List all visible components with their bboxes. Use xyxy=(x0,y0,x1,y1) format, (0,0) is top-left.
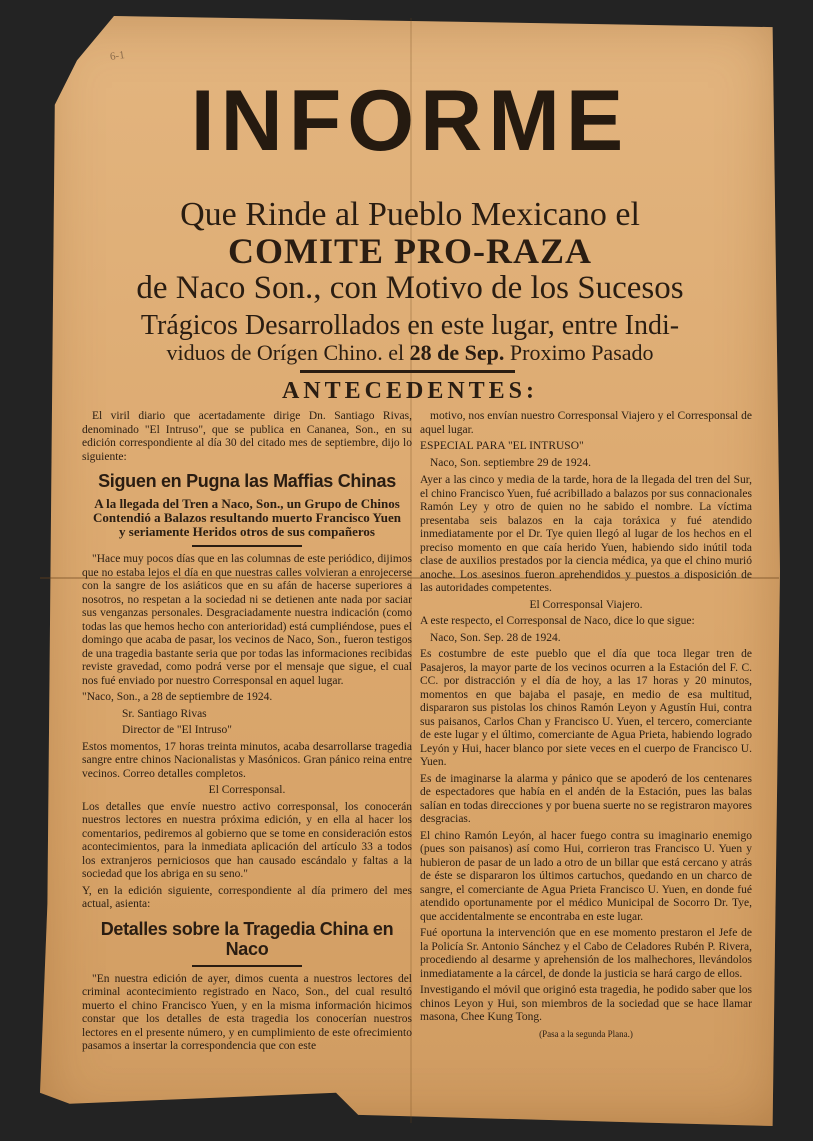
section-title: ANTECEDENTES: xyxy=(281,378,539,404)
paragraph: Investigando el móvil que originó esta tragedia, he podido saber que los chinos Leyon y Hui, son miembros de la sociedad que se hace llamar masona, Chee Kung Tong. xyxy=(420,984,752,1023)
subtitle-date: 28 de Sep. xyxy=(409,340,505,365)
header-divider xyxy=(300,370,515,373)
paragraph: motivo, nos envían nuestro Corresponsal Viajero y el Corresponsal de aquel lugar. xyxy=(420,410,752,436)
dateline: Naco, Son. Sep. 28 de 1924. xyxy=(430,631,561,644)
headline-maffias: Siguen en Pugna las Maffias Chinas xyxy=(98,471,396,491)
intro-paragraph: El viril diario que acertadamente dirige Dn. Santiago Rivas, denominado "El Intruso", que se publica en Cananea, Son., en su edición correspondiente al día 30 del citado mes de septiembre, dijo lo siguiente: xyxy=(82,410,412,463)
subtitle-line-3: de Naco Son., con Motivo de los Sucesos xyxy=(136,270,684,306)
paragraph: "Naco, Son., a 28 de septiembre de 1924. xyxy=(82,691,273,703)
dateline: Naco, Son. septiembre 29 de 1924. xyxy=(430,456,591,469)
column-right xyxy=(420,410,752,1041)
paragraph: Es costumbre de este pueblo que el día que toca llegar tren de Pasajeros, la mayor parte de los vecinos ocurren a la Estación del F. C. CC. por distracción y el día de hoy, a las 17 horas y 20 minutos, momentos en que bajaba el pasaje, en medio de esa multitud, dispararon sus pistolas los chinos Ramón Leyon y Agustín Hui, contra sus paisanos, Carlos Chan y Francisco U. Yuen, el tercero, comerciante de este lugar y el último, comerciante de Agua Prieta, habiendo logrado Leyón y Hui, hacer blanco por siete veces en el cuerpo de Francisco U. Yuen. xyxy=(420,648,752,768)
paragraph: "Hace muy pocos días que en las columnas de este periódico, dijimos que no estaba lejos el día en que nuestras calles volvieran a enrojecerse con la sangre de los asiáticos que en su afán de hacerse superiores a nosotros, no respetan a la sociedad ni se detienen ante nada por saciar sus venganzas personales. Desgraciadamente nuestra indicación (como todas las que hemos hecho con anterioridad) está cumpliéndose, pues el domingo que acaba de pasar, los vecinos de Naco, Son., fueron testigos de una tragedia bastante seria que por todas las informaciones recibidas reviste gravedad, como podrá verse por el mensaje que sigue, el cual nos fué enviado por nuestro Corresponsal en aquel lugar. xyxy=(82,553,412,687)
poster-title: INFORME xyxy=(190,73,630,169)
paragraph: Fué oportuna la intervención que en ese momento prestaron el Jefe de la Policía Sr. Antonio Sánchez y el Cabo de Celadores Rubén P. Rivera, procediendo al desarme y aprehensión de los malhechores, llevándolos inmediatamente a la cárcel, de donde la justicia se hará cargo de ellos. xyxy=(420,927,752,980)
paragraph: Sr. Santiago Rivas xyxy=(122,707,207,720)
paragraph: El chino Ramón Leyón, al hacer fuego contra su imaginario enemigo (pues son paisanos) así como Hui, corrieron tras Francisco U. Yuen y hubieron de pasar de un lado a otro de un billar que está cercano y atrás de éste se dispararon los últimos cartuchos, quedando en un charco de sangre, el comerciante de Agua Prieta Francisco U. Yuen, en donde fué atendido oportunamente por el médico Municipal de Socorro Dr. Tye, que accidentalmente se encontraba en este lugar. xyxy=(420,829,752,923)
paragraph: Y, en la edición siguiente, correspondiente al día primero del mes actual, asienta: xyxy=(82,884,412,910)
subheadline-tren: A la llegada del Tren a Naco, Son., un Grupo de Chinos Contendió a Balazos resultando muerto Francisco Yuen y seriamente Heridos otros de sus compañeros xyxy=(93,496,401,539)
short-divider xyxy=(192,545,302,547)
paragraph: Ayer a las cinco y media de la tarde, hora de la llegada del tren del Sur, el chino Francisco Yuen, fué acribillado a balazos por sus connacionales Ramón Ley y otro de quien no he sabido el nombre. La víctima presentaba seis balazos en la caja toráxica y fué atendido inmediatamente por el Dr. Tye quien llegó al lugar de los hechos en el preciso momento en que caía herido Yuen, habiendo sido inútil toda clase de auxilios prestados por la ciencia médica, ya que el chino murió anoche. Los asesinos fueron aprehendidos y puestos a disposición de las autoridades competentes. xyxy=(420,474,753,594)
signature: El Corresponsal. xyxy=(208,784,286,796)
subtitle-line-1: Que Rinde al Pueblo Mexicano el xyxy=(180,196,640,233)
subtitle-line-5 xyxy=(60,340,760,366)
signature: El Corresponsal Viajero. xyxy=(529,598,643,611)
subtitle-line-5-a: viduos de Orígen Chino. el xyxy=(166,340,405,365)
paragraph: Los detalles que envíe nuestro activo corresponsal, los conocerán nuestros lectores en nuestra próxima edición, y en ella al hacer los comentarios, pediremos al gobierno que se tome en consideración estos acontecimientos, para la inmediata aplicación del artículo 33 a todos los extranjeros perniciosos que han causado escándalo y faltas a la sociedad que los abriga en su seno." xyxy=(82,800,412,880)
subtitle-line-5-c: Proximo Pasado xyxy=(509,340,654,365)
paragraph: "En nuestra edición de ayer, dimos cuenta a nuestros lectores del criminal acontecimiento registrado en Naco, Son., del cual resultó muerto el chino Francisco Yuen, y en la misma información hicimos constar que los detalles de esta tragedia los conocerían nuestros lectores en el presente número, y en cumplimiento de este ofrecimiento pasamos a insertar la correspondencia que con este xyxy=(82,972,412,1052)
subtitle-line-4: Trágicos Desarrollados en este lugar, entre Indi- xyxy=(140,310,680,341)
handwritten-note: 6-1 xyxy=(109,49,126,63)
paragraph: Es de imaginarse la alarma y pánico que se apoderó de los centenares de espectadores que había en el andén de la Estación, pues las balas salían en todas direcciones y por buena suerte no se registraron mayores desgracias. xyxy=(420,772,752,825)
paragraph: Estos momentos, 17 horas treinta minutos, acaba desarrollarse tragedia sangre entre chinos Nacionalistas y Masónicos. Gran pánico reina entre vecinos. Correo detalles completos. xyxy=(82,740,412,780)
column-left xyxy=(82,410,412,1057)
paragraph: Director de "El Intruso" xyxy=(122,724,232,736)
committee-name: COMITE PRO-RAZA xyxy=(228,231,592,271)
headline-detalles: Detalles sobre la Tragedia China en Naco xyxy=(100,918,394,959)
dateline-heading: ESPECIAL PARA "EL INTRUSO" xyxy=(420,440,584,452)
continued-note: (Pasa a la segunda Plana.) xyxy=(539,1028,633,1039)
short-divider xyxy=(192,965,302,967)
paragraph: A este respecto, el Corresponsal de Naco, dice lo que sigue: xyxy=(420,615,695,627)
